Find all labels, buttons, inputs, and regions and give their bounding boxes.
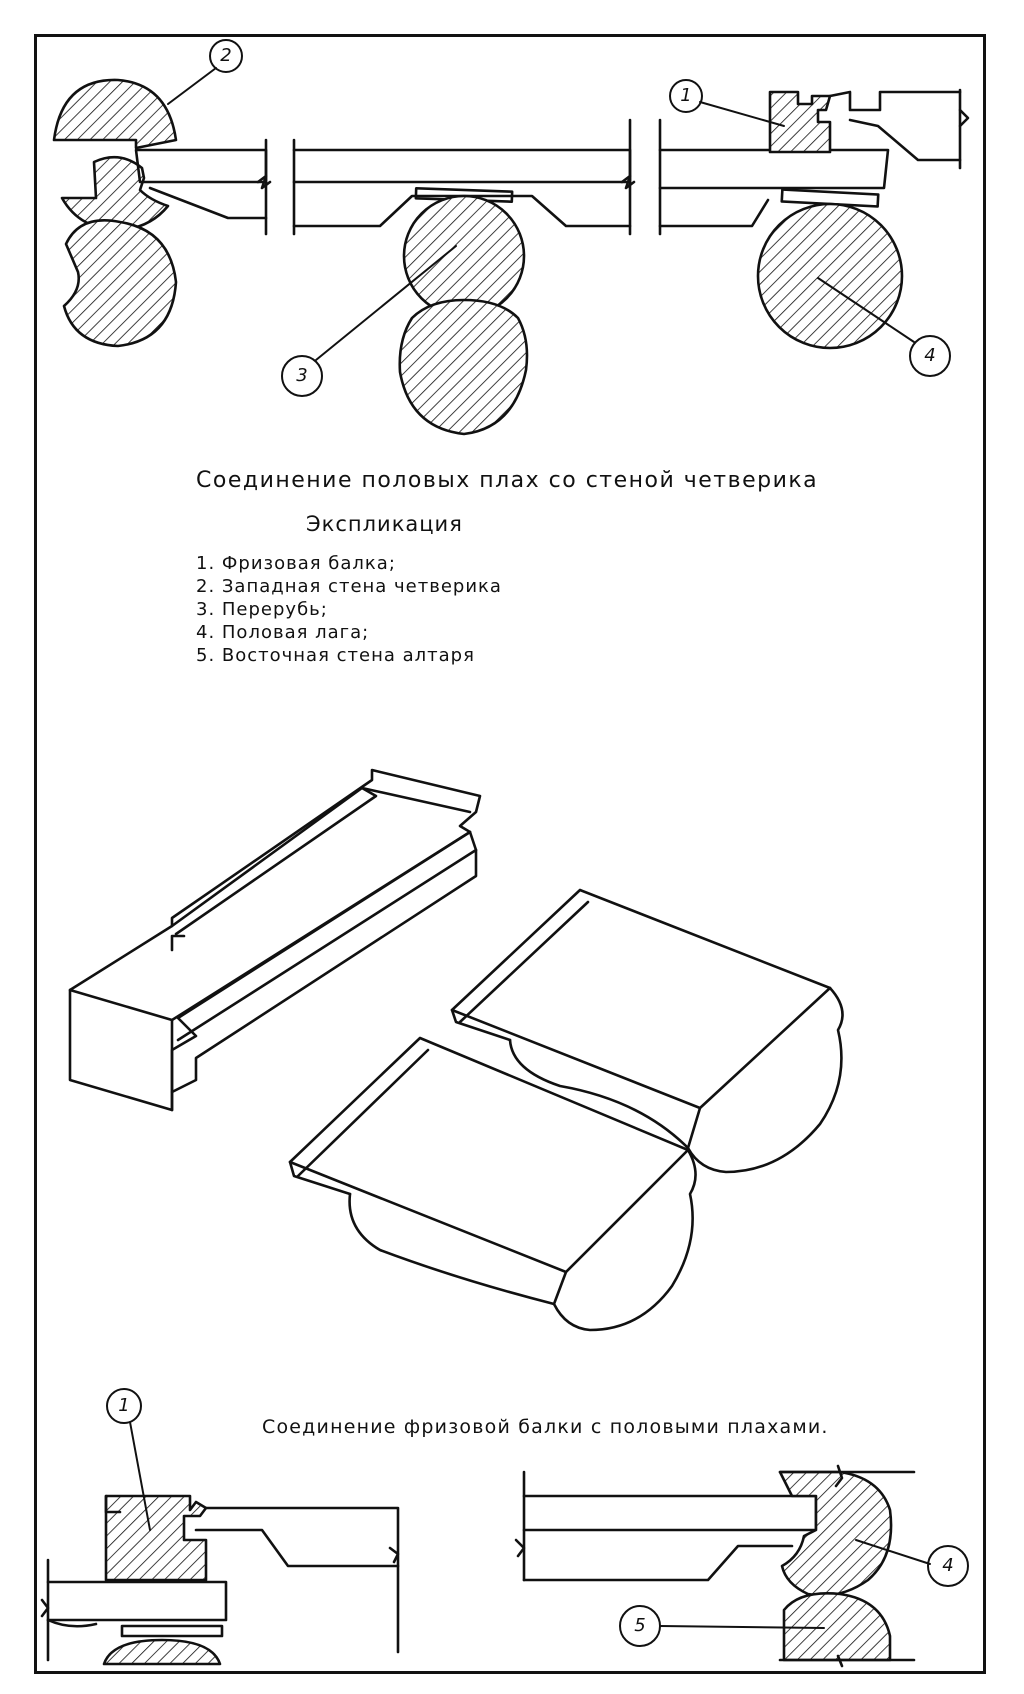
callout-5-bottom: 5 — [634, 1615, 646, 1636]
title-bottom: Соединение фризовой балки с половыми плахами. — [262, 1416, 829, 1438]
isometric-plank-right — [452, 890, 843, 1172]
frieze-beam-top — [770, 90, 968, 168]
log-middle-lower — [400, 300, 527, 434]
callout-1-top: 1 — [680, 85, 692, 106]
title-top: Соединение половых плах со стеной четверика — [196, 468, 819, 493]
log-middle-upper — [404, 196, 524, 316]
east-wall-logs — [780, 1466, 914, 1666]
log-top-left — [54, 80, 176, 148]
log-bottom-left — [64, 220, 176, 346]
callout-3-top: 3 — [296, 365, 308, 386]
floor-joist-top — [758, 189, 902, 348]
log-mid-left — [62, 157, 168, 230]
lower-log-bottom-left — [104, 1626, 222, 1664]
overcut-logs — [400, 188, 527, 434]
callout-2-top: 2 — [220, 45, 232, 66]
log-joist-top — [758, 204, 902, 348]
explication-item-2: 2. Западная стена четверика — [196, 576, 502, 597]
callout-4-bottom: 4 — [942, 1555, 954, 1576]
floor-plank-bottom-right — [516, 1472, 816, 1580]
callout-4-top: 4 — [924, 345, 936, 366]
frieze-beam-bottom — [106, 1496, 398, 1652]
explication-heading: Экспликация — [306, 512, 463, 536]
west-wall-logs — [54, 80, 176, 346]
explication-item-3: 3. Перерубь; — [196, 599, 328, 620]
callout-1-bottom: 1 — [118, 1395, 130, 1416]
explication-item-5: 5. Восточная стена алтаря — [196, 645, 475, 666]
explication-list — [196, 552, 502, 667]
explication-item-1: 1. Фризовая балка; — [196, 553, 396, 574]
explication-item-4: 4. Половая лага; — [196, 622, 370, 643]
